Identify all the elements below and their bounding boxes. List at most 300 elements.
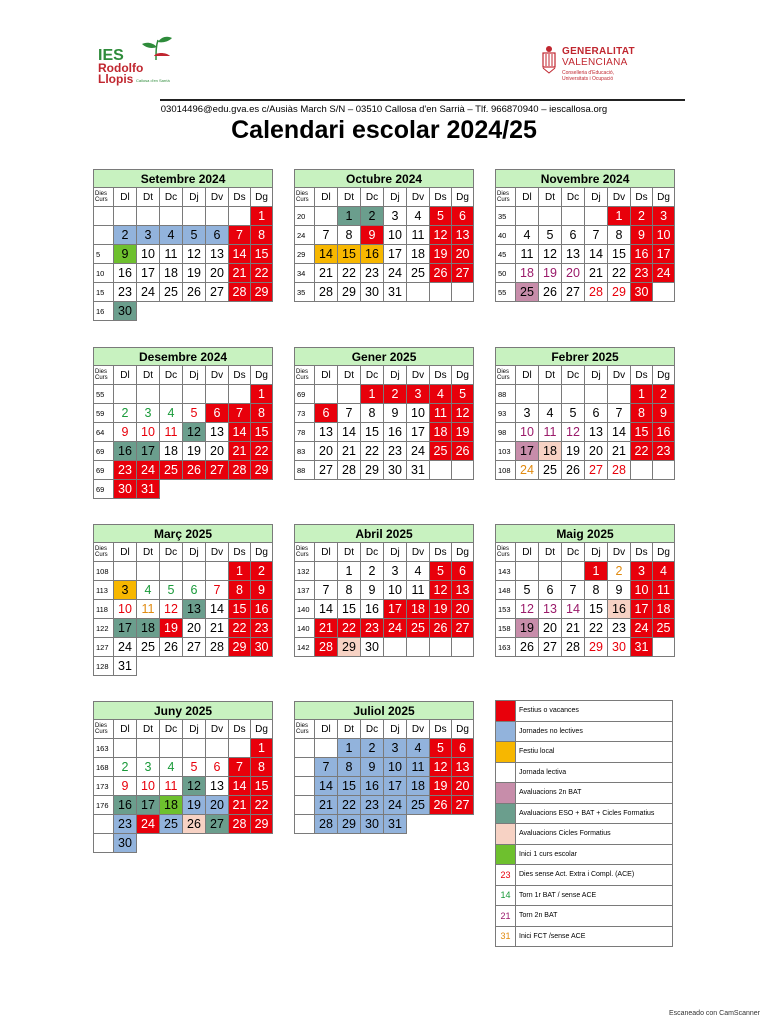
day-cell: 7 (229, 226, 251, 245)
day-cell: 24 (114, 638, 137, 657)
legend-label: Avaluacions 2n BAT (516, 783, 673, 804)
weekday-header: Dj (585, 188, 608, 207)
day-cell: 16 (114, 442, 137, 461)
day-cell: 20 (585, 442, 608, 461)
day-cell: 9 (251, 581, 273, 600)
week-row (295, 442, 474, 461)
day-cell: 8 (338, 226, 361, 245)
legend-row (496, 762, 673, 783)
week-row (496, 442, 675, 461)
dies-label: Dies (296, 369, 309, 375)
month-title: Desembre 2024 (94, 348, 273, 366)
weekday-header: Ds (229, 720, 251, 739)
day-cell: 14 (315, 245, 338, 264)
dies-label: Dies (296, 191, 309, 197)
day-cell: 20 (562, 264, 585, 283)
day-cell: 21 (315, 619, 338, 638)
month-title: Març 2025 (94, 525, 273, 543)
day-cell: 19 (430, 777, 452, 796)
day-cell: 4 (160, 404, 183, 423)
day-cell: 6 (585, 404, 608, 423)
dies-curs-count (94, 226, 114, 245)
dies-curs-count: 108 (94, 562, 114, 581)
weekday-header: Dl (516, 543, 539, 562)
dies-curs-label (94, 543, 114, 562)
day-cell: 18 (516, 264, 539, 283)
day-cell: 28 (229, 461, 251, 480)
day-cell: 30 (631, 283, 653, 302)
day-cell: 22 (251, 796, 273, 815)
weekday-header: Dv (608, 366, 631, 385)
day-cell: 8 (251, 404, 273, 423)
day-cell: 5 (160, 581, 183, 600)
day-cell (516, 385, 539, 404)
calendar-month (294, 347, 473, 480)
day-cell: 9 (384, 404, 407, 423)
week-row (496, 385, 675, 404)
week-row (94, 657, 273, 676)
day-cell: 25 (653, 619, 675, 638)
weekday-header: Dt (539, 366, 562, 385)
weekday-header: Ds (430, 366, 452, 385)
day-cell: 21 (585, 264, 608, 283)
dies-curs-count: 20 (295, 207, 315, 226)
legend-row (496, 844, 673, 865)
legend-row (496, 824, 673, 845)
dies-curs-count: 128 (94, 657, 114, 676)
weekday-header: Dg (452, 366, 474, 385)
day-cell: 2 (114, 404, 137, 423)
weekday-header: Dl (315, 188, 338, 207)
dies-curs-count (94, 815, 114, 834)
day-cell: 28 (315, 815, 338, 834)
day-cell: 8 (338, 758, 361, 777)
dies-curs-count: 34 (295, 264, 315, 283)
generalitat-line2: VALENCIANA (562, 57, 628, 68)
legend-swatch (496, 742, 516, 763)
day-cell: 14 (562, 600, 585, 619)
day-cell: 28 (585, 283, 608, 302)
week-row (94, 226, 273, 245)
day-cell: 1 (229, 562, 251, 581)
day-cell: 17 (516, 442, 539, 461)
calendar-table (495, 347, 675, 480)
day-cell: 6 (315, 404, 338, 423)
day-cell: 11 (160, 423, 183, 442)
day-cell: 17 (137, 442, 160, 461)
dies-curs-count: 55 (496, 283, 516, 302)
day-cell: 18 (160, 796, 183, 815)
day-cell (430, 461, 452, 480)
week-row (94, 283, 273, 302)
day-cell: 11 (407, 581, 430, 600)
month-title: Febrer 2025 (496, 348, 675, 366)
day-cell: 15 (251, 423, 273, 442)
weekday-header: Dl (315, 366, 338, 385)
day-cell (452, 283, 474, 302)
day-cell: 31 (114, 657, 137, 676)
day-cell: 19 (452, 423, 474, 442)
day-cell (160, 207, 183, 226)
week-row (496, 404, 675, 423)
day-cell: 17 (384, 777, 407, 796)
day-cell: 17 (137, 796, 160, 815)
day-cell: 4 (430, 385, 452, 404)
dies-curs-count: 69 (94, 461, 114, 480)
day-cell: 25 (516, 283, 539, 302)
day-cell (183, 207, 206, 226)
week-row (496, 600, 675, 619)
calendar-table (495, 524, 675, 657)
day-cell: 14 (315, 600, 338, 619)
day-cell: 15 (251, 777, 273, 796)
week-row (496, 264, 675, 283)
day-cell: 28 (562, 638, 585, 657)
day-cell: 16 (114, 796, 137, 815)
ies-logo-line2: Rodolfo (98, 61, 144, 75)
curs-label: Curs (95, 375, 108, 381)
weekday-header: Dv (608, 188, 631, 207)
day-cell: 7 (608, 404, 631, 423)
day-cell: 2 (384, 385, 407, 404)
day-cell: 7 (206, 581, 229, 600)
day-cell: 7 (315, 581, 338, 600)
day-cell: 22 (338, 796, 361, 815)
day-cell: 13 (562, 245, 585, 264)
day-cell: 11 (539, 423, 562, 442)
day-cell: 21 (206, 619, 229, 638)
day-cell: 26 (539, 283, 562, 302)
weekday-header: Dc (562, 188, 585, 207)
day-cell: 1 (608, 207, 631, 226)
dies-curs-count: 69 (295, 385, 315, 404)
dies-curs-count: 69 (94, 442, 114, 461)
legend-swatch (496, 783, 516, 804)
day-cell: 31 (384, 283, 407, 302)
day-cell: 24 (384, 619, 407, 638)
day-cell: 13 (452, 758, 474, 777)
day-cell: 26 (183, 283, 206, 302)
day-cell: 27 (585, 461, 608, 480)
week-row (94, 461, 273, 480)
day-cell: 22 (608, 264, 631, 283)
week-row (496, 245, 675, 264)
day-cell: 26 (183, 461, 206, 480)
day-cell: 27 (539, 638, 562, 657)
day-cell: 28 (608, 461, 631, 480)
weekday-header: Dv (206, 366, 229, 385)
week-row (94, 600, 273, 619)
day-cell: 27 (206, 815, 229, 834)
week-row (94, 796, 273, 815)
weekday-header-row (94, 543, 273, 562)
dies-curs-count: 15 (94, 283, 114, 302)
calendar-table (93, 347, 273, 499)
dies-label: Dies (95, 191, 108, 197)
day-cell: 5 (183, 758, 206, 777)
day-cell: 5 (516, 581, 539, 600)
day-cell: 23 (608, 619, 631, 638)
weekday-header: Dj (585, 366, 608, 385)
weekday-header-row (295, 543, 474, 562)
weekday-header: Dt (338, 188, 361, 207)
day-cell: 28 (315, 283, 338, 302)
day-cell: 23 (114, 283, 137, 302)
weekday-header: Ds (631, 366, 653, 385)
weekday-header: Dv (407, 720, 430, 739)
week-row (295, 385, 474, 404)
dies-curs-count: 142 (295, 638, 315, 657)
dies-curs-count (295, 796, 315, 815)
day-cell: 8 (338, 581, 361, 600)
day-cell: 2 (608, 562, 631, 581)
day-cell (114, 385, 137, 404)
legend-label: Avaluacions ESO + BAT + Cicles Formatius (516, 803, 673, 824)
day-cell: 11 (430, 404, 452, 423)
day-cell: 15 (585, 600, 608, 619)
day-cell: 23 (361, 619, 384, 638)
dies-curs-count: 158 (496, 619, 516, 638)
dies-curs-count: 24 (295, 226, 315, 245)
dies-curs-count: 55 (94, 385, 114, 404)
day-cell (452, 638, 474, 657)
day-cell: 14 (338, 423, 361, 442)
day-cell: 27 (206, 461, 229, 480)
day-cell: 25 (160, 815, 183, 834)
day-cell: 8 (251, 758, 273, 777)
week-row (94, 264, 273, 283)
week-row (94, 619, 273, 638)
month-title: Abril 2025 (295, 525, 474, 543)
day-cell: 17 (653, 245, 675, 264)
month-title: Juny 2025 (94, 702, 273, 720)
weekday-header-row (496, 543, 675, 562)
curs-label: Curs (296, 197, 309, 203)
day-cell: 29 (585, 638, 608, 657)
weekday-header: Ds (430, 543, 452, 562)
weekday-header: Dg (452, 188, 474, 207)
day-cell: 25 (430, 442, 452, 461)
day-cell (562, 207, 585, 226)
weekday-header: Dv (407, 366, 430, 385)
weekday-header: Dc (160, 366, 183, 385)
generalitat-line4: Universitats i Ocupació (562, 76, 614, 82)
day-cell: 27 (452, 264, 474, 283)
day-cell: 14 (585, 245, 608, 264)
weekday-header: Dv (407, 543, 430, 562)
dies-curs-count: 143 (496, 562, 516, 581)
empty-filler (137, 657, 273, 676)
day-cell (114, 207, 137, 226)
day-cell: 19 (562, 442, 585, 461)
week-row (94, 302, 273, 321)
dies-curs-count: 78 (295, 423, 315, 442)
day-cell: 3 (384, 207, 407, 226)
day-cell: 27 (452, 796, 474, 815)
weekday-header: Dt (539, 543, 562, 562)
day-cell: 15 (608, 245, 631, 264)
day-cell: 28 (229, 815, 251, 834)
day-cell: 6 (206, 404, 229, 423)
day-cell: 11 (160, 245, 183, 264)
day-cell: 30 (361, 638, 384, 657)
day-cell: 24 (384, 264, 407, 283)
day-cell (137, 385, 160, 404)
curs-label: Curs (296, 375, 309, 381)
day-cell: 22 (338, 619, 361, 638)
month-header-row (496, 170, 675, 188)
day-cell: 6 (562, 226, 585, 245)
day-cell: 8 (585, 581, 608, 600)
legend-table (495, 700, 673, 947)
day-cell: 16 (653, 423, 675, 442)
day-cell: 13 (452, 581, 474, 600)
day-cell: 2 (361, 207, 384, 226)
day-cell: 23 (384, 442, 407, 461)
day-cell: 27 (562, 283, 585, 302)
month-header-row (295, 170, 474, 188)
weekday-header: Dl (114, 720, 137, 739)
weekday-header: Dj (183, 543, 206, 562)
day-cell: 11 (137, 600, 160, 619)
day-cell: 15 (338, 600, 361, 619)
dies-curs-count: 93 (496, 404, 516, 423)
day-cell: 22 (631, 442, 653, 461)
week-row (496, 226, 675, 245)
day-cell (315, 385, 338, 404)
weekday-header: Dg (452, 720, 474, 739)
day-cell: 16 (251, 600, 273, 619)
day-cell: 11 (516, 245, 539, 264)
day-cell (229, 385, 251, 404)
weekday-header: Dv (407, 188, 430, 207)
day-cell (539, 207, 562, 226)
day-cell: 23 (114, 815, 137, 834)
week-row (496, 283, 675, 302)
weekday-header-row (94, 720, 273, 739)
day-cell: 1 (251, 385, 273, 404)
day-cell: 9 (361, 581, 384, 600)
day-cell (315, 207, 338, 226)
day-cell: 18 (160, 264, 183, 283)
day-cell: 9 (114, 423, 137, 442)
day-cell: 21 (315, 796, 338, 815)
weekday-header: Dc (562, 366, 585, 385)
weekday-header: Dj (384, 188, 407, 207)
day-cell: 6 (539, 581, 562, 600)
day-cell: 17 (384, 600, 407, 619)
day-cell: 1 (585, 562, 608, 581)
weekday-header: Dg (251, 366, 273, 385)
day-cell: 9 (608, 581, 631, 600)
day-cell: 2 (361, 739, 384, 758)
day-cell: 29 (338, 815, 361, 834)
day-cell (384, 638, 407, 657)
week-row (295, 619, 474, 638)
legend-row (496, 701, 673, 722)
day-cell (430, 283, 452, 302)
day-cell: 21 (562, 619, 585, 638)
day-cell: 29 (361, 461, 384, 480)
calendar-month (93, 347, 272, 499)
day-cell: 20 (452, 245, 474, 264)
legend-label: Festius o vacances (516, 701, 673, 722)
dies-curs-count (295, 739, 315, 758)
day-cell: 31 (631, 638, 653, 657)
dies-curs-count: 127 (94, 638, 114, 657)
day-cell: 7 (562, 581, 585, 600)
day-cell: 8 (251, 226, 273, 245)
legend-swatch (496, 844, 516, 865)
day-cell: 22 (251, 442, 273, 461)
day-cell (430, 638, 452, 657)
legend-row (496, 865, 673, 886)
dies-curs-label (295, 188, 315, 207)
legend-label: Inici FCT /sense ACE (516, 926, 673, 947)
week-row (496, 562, 675, 581)
dies-curs-label (496, 366, 516, 385)
month-header-row (496, 348, 675, 366)
day-cell: 13 (452, 226, 474, 245)
day-cell: 31 (384, 815, 407, 834)
week-row (295, 226, 474, 245)
day-cell (206, 739, 229, 758)
curs-label: Curs (95, 552, 108, 558)
day-cell: 22 (585, 619, 608, 638)
dies-label: Dies (497, 369, 510, 375)
day-cell: 5 (430, 562, 452, 581)
month-header-row (295, 525, 474, 543)
legend-swatch (496, 701, 516, 722)
day-cell: 17 (407, 423, 430, 442)
day-cell: 10 (137, 423, 160, 442)
weekday-header: Dt (338, 720, 361, 739)
day-cell: 4 (137, 581, 160, 600)
day-cell: 23 (361, 796, 384, 815)
calendar-month (294, 524, 473, 657)
weekday-header: Ds (430, 188, 452, 207)
day-cell: 19 (183, 796, 206, 815)
day-cell: 19 (516, 619, 539, 638)
week-row (295, 245, 474, 264)
day-cell: 16 (361, 777, 384, 796)
week-row (496, 619, 675, 638)
curs-label: Curs (296, 729, 309, 735)
weekday-header: Dv (206, 188, 229, 207)
day-cell: 10 (384, 758, 407, 777)
calendar-month (93, 701, 272, 853)
day-cell: 16 (631, 245, 653, 264)
dies-label: Dies (95, 546, 108, 552)
weekday-header: Dg (251, 543, 273, 562)
day-cell: 10 (384, 581, 407, 600)
week-row (94, 758, 273, 777)
day-cell: 25 (407, 264, 430, 283)
dies-curs-count: 5 (94, 245, 114, 264)
day-cell: 1 (361, 385, 384, 404)
empty-filler (137, 834, 273, 853)
legend-label: Avaluacions Cicles Formatius (516, 824, 673, 845)
day-cell: 20 (206, 442, 229, 461)
dies-curs-count (295, 815, 315, 834)
weekday-header-row (496, 366, 675, 385)
day-cell: 3 (384, 739, 407, 758)
header-divider (160, 99, 685, 101)
day-cell: 12 (183, 777, 206, 796)
day-cell: 20 (452, 777, 474, 796)
weekday-header: Dl (114, 366, 137, 385)
day-cell: 28 (206, 638, 229, 657)
